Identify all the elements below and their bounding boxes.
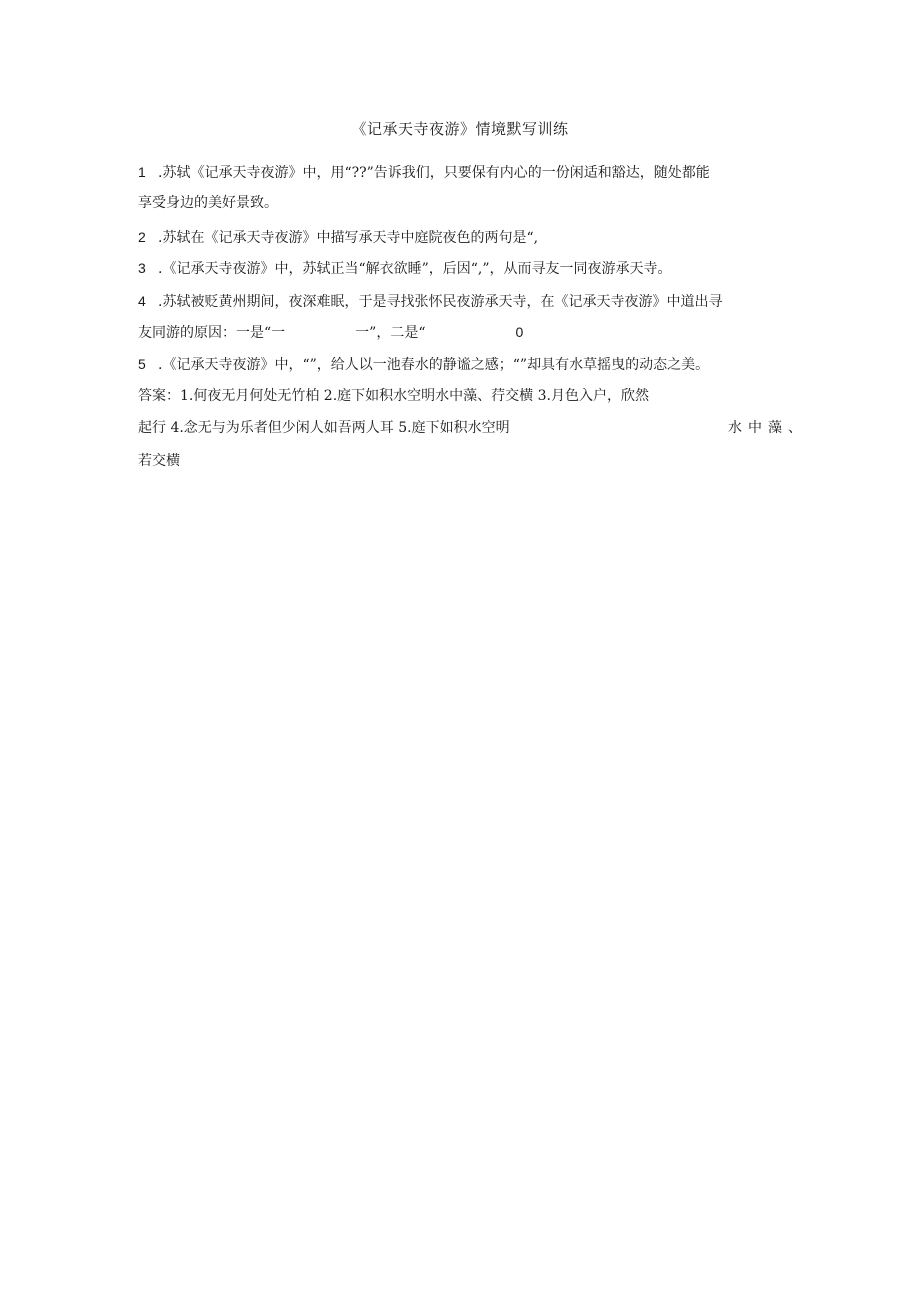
question-1-number: 1 (138, 164, 146, 180)
question-1-text-b: 享受身边的美好景致。 (138, 195, 278, 211)
question-4-number: 4 (138, 293, 146, 309)
question-5-text: .《记承天寺夜游》中，“”，给人以一池春水的静谧之感；“”却具有水草摇曳的动态之美。 (158, 357, 710, 373)
question-4-text-a: .苏轼被贬黄州期间，夜深难眠，于是寻找张怀民夜游承天寺，在《记承天寺夜游》中道出寻 (158, 294, 723, 310)
question-1-line-1 (138, 162, 710, 183)
answer-line-2-right: 水中藻、 (728, 420, 808, 436)
question-2 (138, 227, 538, 248)
question-4-line-2 (138, 322, 523, 343)
answer-line-3: 若交横 (138, 453, 180, 469)
question-1-text-a: .苏轼《记承天寺夜游》中，用“??”告诉我们，只要保有内心的一份闲适和豁达，随处都能 (158, 165, 710, 181)
question-5-number: 5 (138, 356, 146, 372)
question-5 (138, 354, 709, 375)
answer-line-2-left: 起行 4.念无与为乐者但少闲人如吾两人耳 5.庭下如积水空明 (138, 420, 510, 436)
question-3-number: 3 (138, 260, 146, 276)
question-1-line-2 (138, 193, 278, 213)
answer-line-1: 答案：1.何夜无月何处无竹柏 2.庭下如积水空明水中藻、荇交横 3.月色入户，欣然 (138, 388, 649, 404)
question-4-line-1 (138, 291, 722, 312)
question-4-text-b3: 0 (515, 324, 524, 340)
question-3 (138, 258, 672, 279)
question-4-text-b2: 一”，二是“ (355, 325, 426, 341)
question-4-text-b1: 友同游的原因：一是“一 (138, 325, 286, 341)
question-3-text: .《记承天寺夜游》中，苏轼正当“解衣欲睡”，后因“,”，从而寻友一同夜游承天寺。 (158, 261, 672, 277)
question-2-text: .苏轼在《记承天寺夜游》中描写承天寺中庭院夜色的两句是“, (158, 230, 539, 246)
document-title: 《记承天寺夜游》情境默写训练 (351, 120, 569, 138)
question-2-number: 2 (138, 229, 146, 245)
